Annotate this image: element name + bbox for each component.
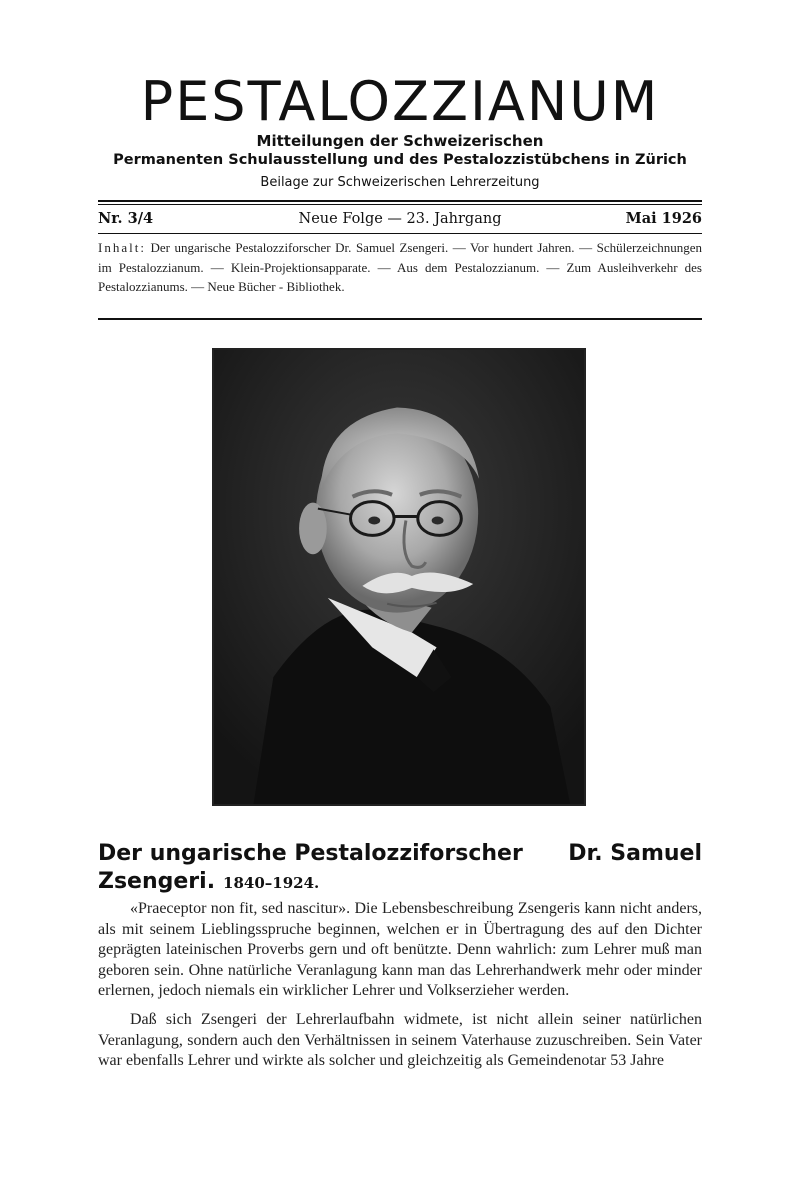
divider-rule [98, 233, 702, 234]
issue-series: Neue Folge — 23. Jahrgang [298, 211, 502, 227]
divider-rule [98, 200, 702, 202]
issue-date: Mai 1926 [625, 210, 702, 227]
article-heading-part1: Der ungarische Pestalozziforscher [98, 841, 523, 866]
article-heading [98, 840, 702, 897]
divider-rule [98, 204, 702, 205]
article-paragraph: «Praeceptor non fit, sed nascitur». Die Lebensbeschreibung Zsengeris kann nicht anders, als mit seinem Lieblingsspruche beginnen, welchen er in Übertragung des auf den Dichter geprägten lateinischen Proverbs gern und oft benützte. Denn wahrlich: zum Lehrer muß man geboren sein. Ohne natürliche Veranlagung kann man das Lehrerhandwerk mehr oder minder erlernen, jedoch niemals ein wirklicher Lehrer und Volkserzieher werden. [98, 900, 702, 1000]
masthead-subtitle-line2: Permanenten Schulausstellung und des Pestalozzistübchens in Zürich [113, 152, 687, 168]
divider-rule [98, 318, 702, 320]
masthead-supplement: Beilage zur Schweizerischen Lehrerzeitung [260, 175, 540, 190]
article-heading-name: Zsengeri. [98, 869, 216, 894]
issue-number: Nr. 3/4 [98, 210, 154, 227]
contents-text: Der ungarische Pestalozziforscher Dr. Samuel Zsengeri. — Vor hundert Jahren. — Schülerzeichnungen im Pestalozzianum. — Klein-Projektionsapparate. — Aus dem Pestalozzianum. — Zum Ausleihverkehr des Pestalozzianums. — Neue Bücher - Bibliothek. [98, 240, 703, 294]
masthead-subtitle-line1: Mitteilungen der Schweizerischen [256, 132, 544, 150]
article-heading-part2: Dr. Samuel [568, 841, 702, 866]
article-years: 1840–1924. [223, 874, 320, 892]
article-body [98, 899, 702, 1080]
portrait-illustration [214, 350, 584, 804]
contents-label: Inhalt: [98, 240, 146, 255]
portrait-photo [212, 348, 586, 806]
issue-info-row [98, 208, 702, 230]
masthead-title: PESTALOZZIANUM [140, 70, 660, 133]
article-paragraph: Daß sich Zsengeri der Lehrerlaufbahn widmete, ist nicht allein seiner natürlichen Veranlagung, sondern auch den Verhältnissen in seinem Vaterhause zuzuschreiben. Sein Vater war ebenfalls Lehrer und wirkte als solcher und gleichzeitig als Gemeindenotar 53 Jahre [98, 1010, 702, 1070]
table-of-contents [98, 238, 702, 297]
